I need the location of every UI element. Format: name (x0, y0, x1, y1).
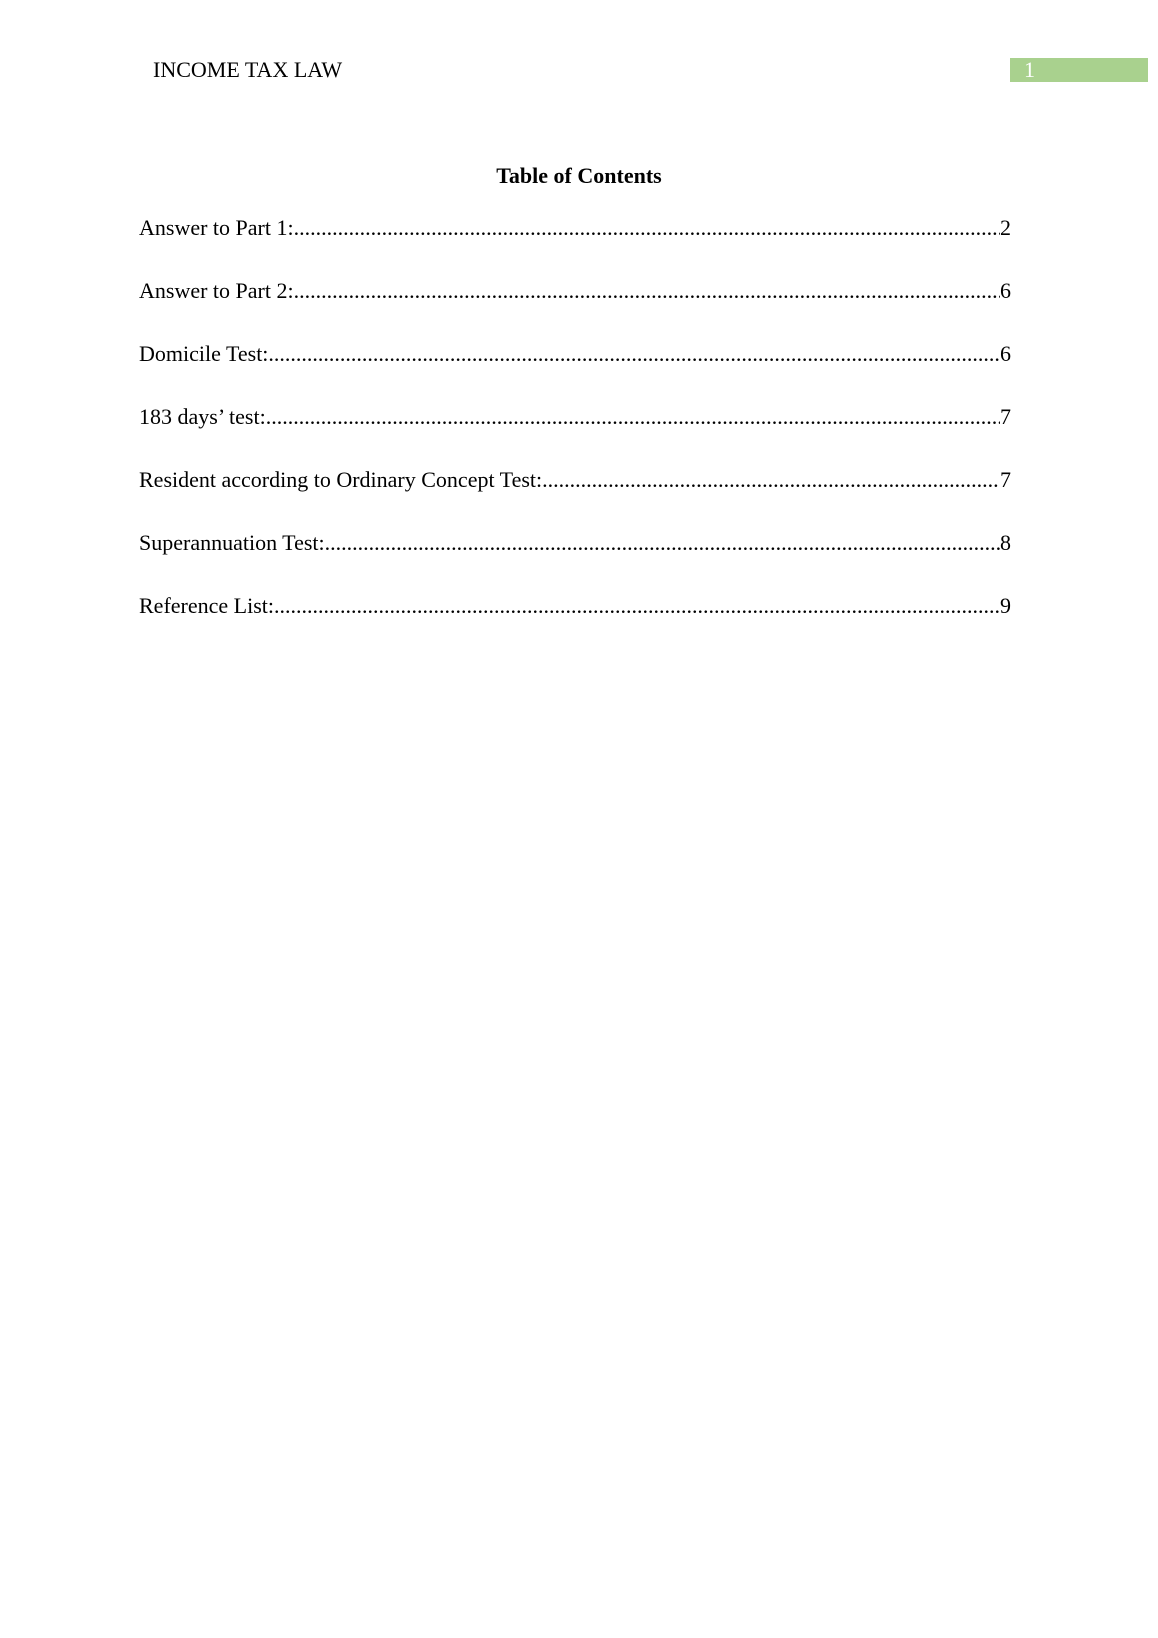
toc-entry-reference-list[interactable] (139, 592, 1011, 620)
toc-entry-183-days-test[interactable] (139, 403, 1011, 431)
toc-entry-superannuation-test[interactable] (139, 529, 1011, 557)
toc-entry-label: Resident according to Ordinary Concept Test: (139, 467, 543, 492)
toc-entry-answer-part-2[interactable] (139, 277, 1011, 305)
toc-entry-answer-part-1[interactable] (139, 214, 1011, 242)
page-number: 1 (1024, 57, 1035, 82)
toc-entry-page: 8 (1000, 530, 1011, 555)
toc-entry-page: 7 (1000, 467, 1011, 492)
toc-entry-label: Superannuation Test: (139, 530, 325, 555)
toc-entry-label: 183 days’ test: (139, 404, 266, 429)
toc-entry-domicile-test[interactable] (139, 340, 1011, 368)
page-number-badge (1010, 58, 1148, 82)
toc-entry-label: Answer to Part 1: (139, 215, 294, 240)
toc-leader-dots (294, 277, 1000, 305)
running-header-title: INCOME TAX LAW (153, 57, 343, 82)
toc-heading: Table of Contents (496, 163, 662, 188)
toc-leader-dots (266, 403, 1000, 431)
toc-entry-label: Reference List: (139, 593, 274, 618)
toc-leader-dots (274, 592, 1000, 620)
toc-entry-label: Domicile Test: (139, 341, 269, 366)
toc-leader-dots (325, 529, 1000, 557)
table-of-contents (139, 214, 1011, 655)
toc-entry-page: 6 (1000, 278, 1011, 303)
toc-entry-ordinary-concept-test[interactable] (139, 466, 1011, 494)
toc-leader-dots (542, 466, 1000, 494)
toc-leader-dots (268, 340, 1000, 368)
toc-entry-page: 9 (1000, 593, 1011, 618)
toc-leader-dots (294, 214, 1000, 242)
toc-entry-page: 6 (1000, 341, 1011, 366)
toc-entry-page: 7 (1000, 404, 1011, 429)
toc-entry-label: Answer to Part 2: (139, 278, 294, 303)
toc-entry-page: 2 (1000, 215, 1011, 240)
